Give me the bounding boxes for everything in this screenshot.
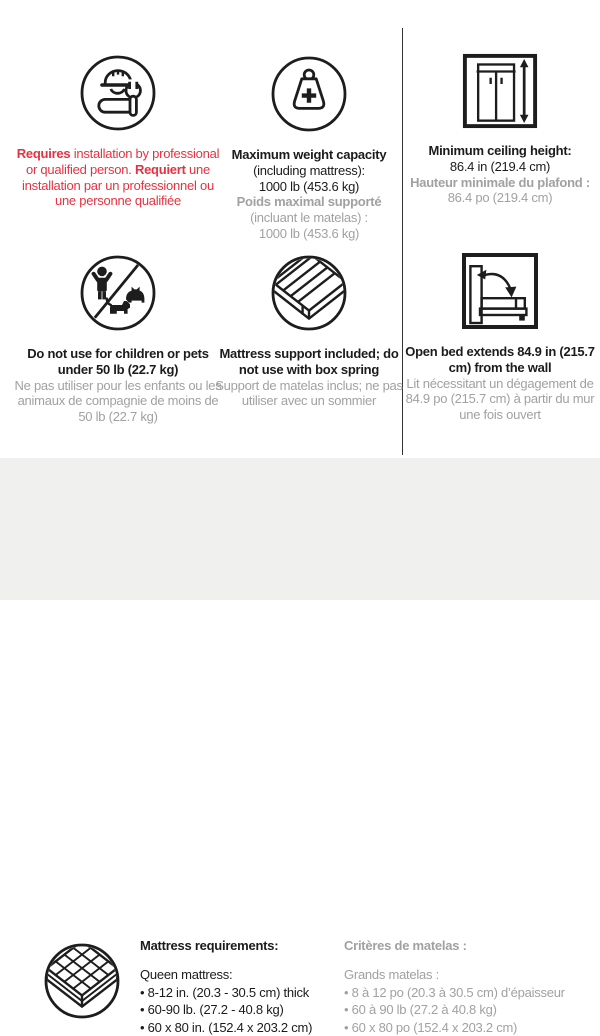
panel-ceiling-height [401, 52, 599, 206]
support-text-en: Mattress support included; do not use with box spring [212, 346, 406, 378]
children-pets-text-en: Do not use for children or pets under 50 lb (22.7 kg) [14, 346, 222, 378]
children-pets-text-fr: Ne pas utiliser pour les enfants ou les animaux de compagnie de moins de 50 lb (22.7 kg) [14, 378, 222, 425]
mattress-item: • 8 à 12 po (20.3 à 30.5 cm) d’épaisseur [344, 984, 590, 1002]
panel-installation [14, 53, 222, 209]
weight-line3-en: 1000 lb (453.6 kg) [259, 179, 359, 195]
mattress-subtitle-fr: Grands matelas : [344, 966, 590, 984]
mattress-title-en: Mattress requirements: [140, 938, 340, 954]
no-children-pets-icon [78, 253, 158, 333]
installation-text-en: installation by professional or qualified person. [26, 146, 219, 177]
ceiling-title-en: Minimum ceiling height: [428, 143, 571, 159]
weight-line2-en: (including mattress): [253, 163, 365, 179]
open-wall-bed-icon [460, 251, 540, 331]
panel-open-bed [404, 251, 596, 423]
panel-mattress-support [212, 253, 406, 409]
panel-weight-capacity [212, 54, 406, 242]
mattress-list-en [140, 984, 340, 1036]
mattress-item: • 8-12 in. (20.3 - 30.5 cm) thick [140, 984, 340, 1002]
quilted-mattress-icon [42, 941, 122, 1021]
ceiling-title-fr: Hauteur minimale du plafond : [410, 175, 590, 191]
weight-title-fr: Poids maximal supporté [237, 194, 382, 210]
ceiling-line2-fr: 86.4 po (219.4 cm) [448, 190, 553, 206]
worker-hardhat-wrench-icon [78, 53, 158, 133]
weight-plus-icon [269, 54, 349, 134]
installation-text [14, 146, 222, 209]
mattress-list-fr [344, 984, 590, 1036]
mattress-item: • 60-90 lb. (27.2 - 40.8 kg) [140, 1001, 340, 1019]
open-bed-text-fr: Lit nécessitant un dégagement de 84.9 po (215.7 cm) à partir du mur une fois ouvert [404, 376, 596, 423]
mattress-item: • 60 x 80 po (152.4 x 203.2 cm) [344, 1019, 590, 1036]
mattress-requirements-section [0, 458, 600, 600]
weight-line3-fr: 1000 lb (453.6 kg) [259, 226, 359, 242]
ceiling-line2-en: 86.4 in (219.4 cm) [450, 159, 550, 175]
mattress-requirements-en [140, 938, 340, 1036]
installation-text-en-bold: Requires [17, 146, 71, 161]
panel-no-children-pets [14, 253, 222, 425]
weight-title-en: Maximum weight capacity [232, 147, 387, 163]
mattress-title-fr: Critères de matelas : [344, 938, 590, 954]
mattress-item: • 60 à 90 lb (27.2 à 40.8 kg) [344, 1001, 590, 1019]
support-text-fr: Support de matelas inclus; ne pas utiliser avec un sommier [212, 378, 406, 410]
mattress-subtitle-en: Queen mattress: [140, 966, 340, 984]
slatted-mattress-support-icon [269, 253, 349, 333]
mattress-item: • 60 x 80 in. (152.4 x 203.2 cm) [140, 1019, 340, 1036]
ceiling-height-arrow-icon [461, 52, 539, 130]
weight-line2-fr: (incluant le matelas) : [250, 210, 368, 226]
installation-text-fr: une installation par un professionnel ou une personne qualifiée [22, 162, 214, 209]
mattress-requirements-fr [344, 938, 590, 1036]
installation-text-fr-bold: Requiert [135, 162, 186, 177]
open-bed-text-en: Open bed extends 84.9 in (215.7 cm) from the wall [404, 344, 596, 376]
